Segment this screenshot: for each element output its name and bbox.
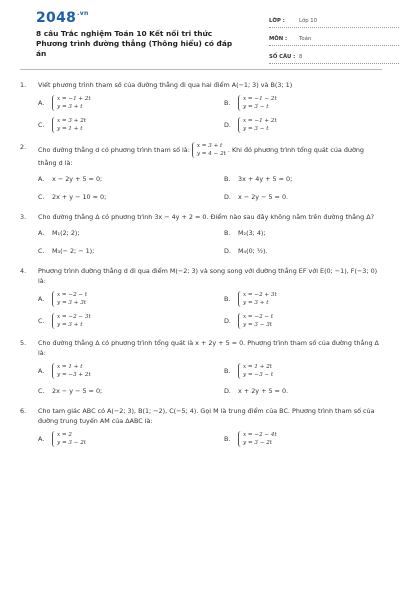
question-head — [20, 406, 382, 426]
question-number: 3. — [20, 213, 27, 221]
option-letter: B. — [224, 99, 231, 107]
option-letter: A. — [38, 229, 45, 237]
option-a[interactable] — [38, 431, 224, 447]
equation-system — [238, 431, 277, 447]
option-c[interactable] — [38, 191, 224, 203]
question-text: Viết phương trình tham số của đường thẳng đi qua hai điểm A(−1; 3) và B(3; 1) — [38, 81, 293, 89]
option-c[interactable] — [38, 313, 224, 329]
equation-system — [238, 363, 273, 379]
question-text: Cho tam giác ABC có A(−2; 3), B(1; −2), C(−5; 4). Gọi M là trung điểm của BC. Phương trình tham số của đường trung tuyến AM của ΔABC là: — [38, 407, 375, 425]
option-letter: C. — [38, 387, 45, 395]
equation-line: x = −2 − 4t — [243, 432, 277, 438]
equation-line: y = 1 + t — [57, 126, 83, 132]
equation-line: y = 3 − 2t — [243, 440, 273, 446]
equation-line: x = 1 + t — [57, 364, 83, 370]
option-letter: D. — [224, 387, 231, 395]
option-letter: A. — [38, 435, 45, 443]
question-head — [20, 212, 382, 222]
document-meta — [269, 14, 399, 68]
question-list — [20, 80, 382, 456]
option-text: x + 2y + 5 = 0. — [238, 387, 289, 395]
question-head — [20, 142, 382, 168]
equation-system — [52, 363, 91, 379]
option-letter: C. — [38, 193, 45, 201]
answer-options — [38, 227, 382, 257]
header-divider — [20, 69, 382, 70]
question-text: Cho đường thẳng Δ có phương trình tổng quát là x + 2y + 5 = 0. Phương trình tham số của đường thẳng Δ là: — [38, 339, 379, 357]
question-number: 4. — [20, 267, 27, 275]
option-d[interactable] — [224, 245, 400, 257]
option-a[interactable] — [38, 363, 224, 379]
option-b[interactable] — [224, 363, 400, 379]
option-text: x − 2y + 5 = 0; — [52, 175, 103, 183]
equation-line: x = 3 + 2t — [57, 118, 87, 124]
option-d[interactable] — [224, 385, 400, 397]
answer-options — [38, 95, 382, 133]
question-3 — [20, 212, 382, 257]
option-b[interactable] — [224, 227, 400, 239]
equation-line: x = −1 − 2t — [243, 96, 277, 102]
equation-line: y = 3 − 3t — [243, 322, 273, 328]
inline-equation-system — [192, 142, 226, 158]
answer-options — [38, 173, 382, 203]
option-c[interactable] — [38, 385, 224, 397]
option-a[interactable] — [38, 95, 224, 111]
equation-line: y = −3 + 2t — [57, 372, 91, 378]
option-d[interactable] — [224, 191, 400, 203]
equation-line: x = −2 − 3t — [57, 314, 91, 320]
question-head — [20, 266, 382, 286]
question-2 — [20, 142, 382, 203]
answer-options — [38, 431, 382, 447]
option-c[interactable] — [38, 117, 224, 133]
option-text: 2x + y − 10 = 0; — [52, 193, 107, 201]
equation-line: y = 4 − 2t — [196, 151, 226, 157]
option-c[interactable] — [38, 245, 224, 257]
equation-system — [238, 313, 273, 329]
option-b[interactable] — [224, 291, 400, 307]
question-6 — [20, 406, 382, 447]
question-head — [20, 338, 382, 358]
equation-system — [52, 117, 86, 133]
option-letter: A. — [38, 175, 45, 183]
question-number: 2. — [20, 143, 27, 151]
option-text: x − 2y − 5 = 0. — [238, 193, 289, 201]
question-number: 6. — [20, 407, 27, 415]
question-4 — [20, 266, 382, 329]
site-logo[interactable]: $2048^{.vn}$ — [36, 10, 89, 26]
equation-line: x = 2 — [57, 432, 72, 438]
option-letter: A. — [38, 99, 45, 107]
meta-row-class: LỚP : Lớp 10 — [269, 14, 399, 28]
answer-options — [38, 363, 382, 397]
meta-row-count: SỐ CÂU : 8 — [269, 50, 399, 64]
option-a[interactable] — [38, 291, 224, 307]
equation-line: x = 3 + t — [196, 143, 223, 149]
option-letter: A. — [38, 295, 45, 303]
question-head — [20, 80, 382, 90]
equation-line: y = 3 − t — [243, 126, 269, 132]
option-b[interactable] — [224, 95, 400, 111]
equation-system — [52, 431, 86, 447]
option-letter: D. — [224, 317, 231, 325]
option-letter: D. — [224, 121, 231, 129]
option-text: 3x + 4y + 5 = 0; — [238, 175, 293, 183]
meta-row-subject: MÔN : Toán — [269, 32, 399, 46]
equation-line: y = 3 + t — [57, 322, 83, 328]
option-b[interactable] — [224, 173, 400, 185]
option-text: 2x − y − 5 = 0; — [52, 387, 103, 395]
document-title: 8 câu Trắc nghiệm Toán 10 Kết nối tri thức Phương trình đường thẳng (Thông hiểu) có đáp án — [36, 29, 233, 58]
equation-line: y = 3 + 3t — [57, 300, 87, 306]
question-number: 1. — [20, 81, 27, 89]
equation-system — [238, 117, 277, 133]
option-letter: C. — [38, 317, 45, 325]
option-letter: C. — [38, 121, 45, 129]
option-letter: C. — [38, 247, 45, 255]
equation-line: x = −2 − t — [57, 292, 88, 298]
question-text — [38, 142, 382, 168]
option-letter: A. — [38, 367, 45, 375]
option-text: M₁(2; 2); — [52, 229, 80, 237]
option-letter: D. — [224, 247, 231, 255]
question-text-after: . Khi đó phương trình tổng quát của đường thẳng d là: — [38, 146, 364, 167]
option-letter: D. — [224, 193, 231, 201]
equation-system — [238, 95, 277, 111]
option-d[interactable] — [224, 117, 400, 133]
equation-line: x = −1 + 2t — [57, 96, 91, 102]
equation-system — [52, 95, 91, 111]
equation-line: y = 3 − t — [243, 104, 269, 110]
equation-line: y = 3 − 2t — [57, 440, 87, 446]
equation-system — [52, 291, 87, 307]
option-a[interactable] — [38, 227, 224, 239]
option-letter: B. — [224, 435, 231, 443]
equation-line: y = 3 + t — [243, 300, 269, 306]
option-text: M₄(0; ½). — [238, 247, 268, 255]
option-d[interactable] — [224, 313, 400, 329]
equation-system — [52, 313, 91, 329]
option-letter: B. — [224, 295, 231, 303]
equation-line: y = 3 + t — [57, 104, 83, 110]
option-text: M₃(− 2; − 1); — [52, 247, 95, 255]
option-letter: B. — [224, 229, 231, 237]
answer-options — [38, 291, 382, 329]
option-a[interactable] — [38, 173, 224, 185]
option-text: M₂(3; 4); — [238, 229, 266, 237]
document-header — [16, 0, 384, 64]
equation-system — [238, 291, 277, 307]
question-text-before: Cho đường thẳng d có phương trình tham số là: — [38, 146, 190, 154]
equation-line: x = −2 − t — [243, 314, 274, 320]
question-text: Cho đường thẳng Δ có phương trình 3x − 4y + 2 = 0. Điểm nào sau đây không nằm trên đường thẳng Δ? — [38, 213, 374, 221]
equation-line: x = 1 + 2t — [243, 364, 273, 370]
question-5 — [20, 338, 382, 397]
question-text: Phương trình đường thẳng d đi qua điểm M(−2; 3) và song song với đường thẳng EF với E(0; −1), F(−3; 0) là: — [38, 267, 378, 285]
option-b[interactable] — [224, 431, 400, 447]
equation-line: x = −1 + 2t — [243, 118, 277, 124]
option-letter: B. — [224, 175, 231, 183]
equation-line: x = −2 + 3t — [243, 292, 277, 298]
question-1 — [20, 80, 382, 133]
equation-line: y = −3 − t — [243, 372, 274, 378]
option-letter: B. — [224, 367, 231, 375]
question-number: 5. — [20, 339, 27, 347]
